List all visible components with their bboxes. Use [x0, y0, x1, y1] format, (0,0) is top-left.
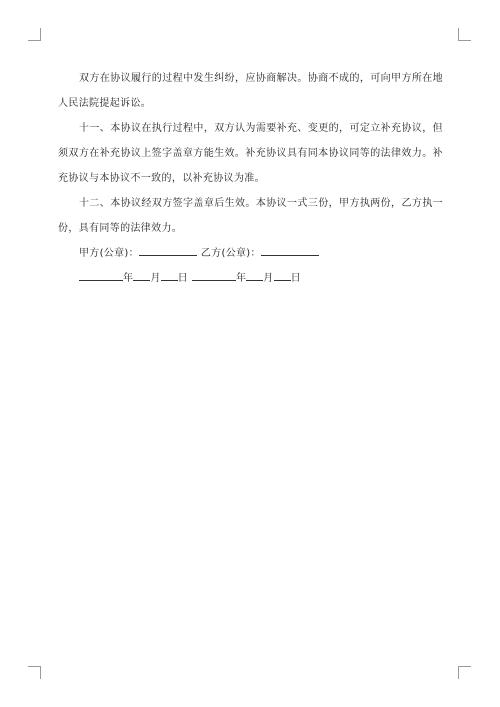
party-b-day-blank [274, 269, 291, 281]
party-b-month-label: 月 [263, 273, 274, 284]
paragraph-clause-11: 十一、本协议在执行过程中，双方认为需要补充、变更的，可定立补充协议，但须双方在补充协议上签字盖章方能生效。补充协议具有同本协议同等的法律效力。补充协议与本协议不一致的，以补充协议为准。 [58, 123, 443, 184]
party-a-year-blank [79, 269, 123, 281]
party-a-day-label: 日 [177, 273, 188, 284]
party-b-year-label: 年 [235, 273, 247, 284]
party-b-day-label: 日 [290, 273, 301, 284]
party-a-label: 甲方(公章)： [79, 248, 139, 259]
party-a-year-label: 年 [123, 273, 134, 284]
paragraph-dispute: 双方在协议履行的过程中发生纠纷，应协商解决。协商不成的，可向甲方所在地人民法院提起诉讼。 [58, 73, 443, 109]
crop-mark-bottom-left [28, 666, 41, 679]
party-b-blank [261, 244, 319, 256]
party-b-year-blank [192, 269, 236, 281]
party-a-month-blank [133, 269, 150, 281]
party-b-label: 乙方(公章)： [200, 248, 261, 259]
party-a-month-label: 月 [150, 273, 161, 284]
party-a-blank [139, 244, 197, 256]
crop-mark-top-left [28, 28, 41, 41]
party-a-day-blank [161, 269, 178, 281]
document-body [58, 66, 443, 291]
signature-line [58, 241, 443, 266]
party-b-month-blank [246, 269, 263, 281]
crop-mark-top-right [458, 28, 471, 41]
crop-mark-bottom-right [458, 666, 471, 679]
date-line [58, 266, 443, 291]
paragraph-clause-12: 十二、本协议经双方签字盖章后生效。本协议一式三份，甲方执两份，乙方执一份，具有同等的法律效力。 [58, 198, 443, 234]
